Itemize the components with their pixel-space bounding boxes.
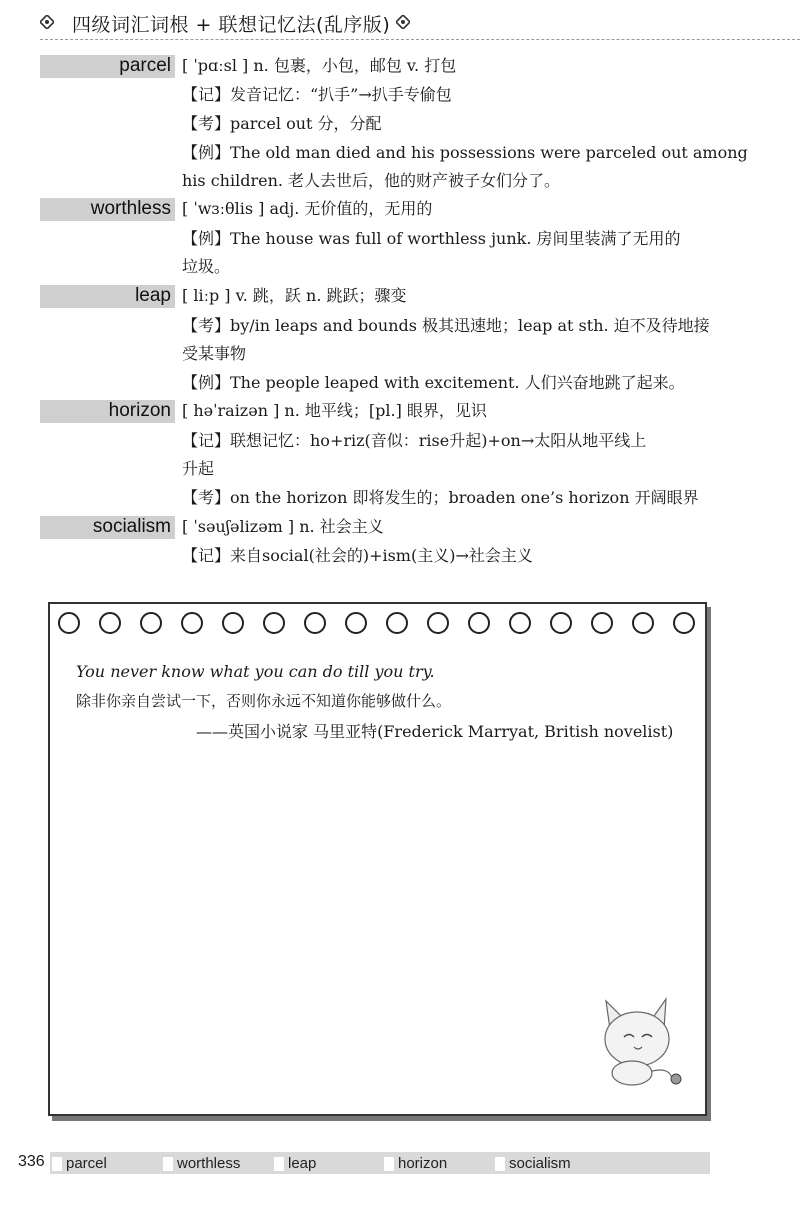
quote-chinese: 除非你亲自尝试一下，否则你永远不知道你能够做什么。	[76, 692, 452, 710]
entry-line: his children. 老人去世后，他的财产被子女们分了。	[182, 171, 561, 190]
entry-line: [ ˈpɑːsl ] n. 包裹，小包，邮包 v. 打包	[182, 56, 457, 75]
ring-icon	[304, 612, 326, 634]
ring-icon	[58, 612, 80, 634]
ring-icon	[345, 612, 367, 634]
ring-icon	[468, 612, 490, 634]
footer-word: leap	[288, 1155, 317, 1172]
headword-bar	[40, 55, 175, 78]
headword-bar	[40, 198, 175, 221]
index-marker	[163, 1157, 173, 1171]
headword-bar	[40, 400, 175, 423]
index-marker	[495, 1157, 505, 1171]
ring-icon	[509, 612, 531, 634]
ring-icon	[99, 612, 121, 634]
entry-line: 升起	[182, 459, 215, 478]
entry-line: 【考】on the horizon 即将发生的；broaden one’s horizon 开阔眼界	[182, 488, 699, 507]
entry-line: [ liːp ] v. 跳，跃 n. 跳跃；骤变	[182, 286, 407, 305]
ring-icon	[181, 612, 203, 634]
ring-icon	[140, 612, 162, 634]
index-marker	[52, 1157, 62, 1171]
entry-line: 【记】来自social(社会的)+ism(主义)→社会主义	[182, 546, 533, 565]
entry-line: [ həˈraizən ] n. 地平线；[pl.] 眼界，见识	[182, 401, 487, 420]
header-divider	[40, 39, 800, 40]
entry-line: 【记】联想记忆：ho+riz(音似：rise升起)+on→太阳从地平线上	[182, 431, 647, 450]
footer-word: worthless	[177, 1155, 241, 1172]
entry-line: 【记】发音记忆：“扒手”→扒手专偷包	[182, 85, 452, 104]
page-footer	[0, 1150, 800, 1176]
page-header	[40, 10, 800, 40]
footer-word: socialism	[509, 1155, 571, 1172]
index-marker	[274, 1157, 284, 1171]
entry-line: 【考】by/in leaps and bounds 极其迅速地；leap at sth. 迫不及待地接	[182, 316, 710, 335]
cat-illustration-icon	[580, 989, 690, 1089]
ring-icon	[673, 612, 695, 634]
ring-icon	[427, 612, 449, 634]
quote-notebook	[48, 602, 707, 1116]
binding-rings	[58, 612, 698, 636]
entry-line: 【例】The old man died and his possessions were parceled out among	[182, 143, 748, 162]
headword: socialism	[92, 516, 171, 537]
headword: leap	[135, 285, 171, 306]
headword: parcel	[119, 55, 171, 76]
ring-icon	[263, 612, 285, 634]
ring-icon	[386, 612, 408, 634]
headword-bar	[40, 285, 175, 308]
footer-word: parcel	[66, 1155, 107, 1172]
diamond-ornament-icon	[40, 15, 54, 29]
page-number: 336	[18, 1153, 45, 1170]
ring-icon	[222, 612, 244, 634]
entry-line: 【例】The house was full of worthless junk. 房间里装满了无用的	[182, 229, 681, 248]
footer-index-bar	[50, 1152, 710, 1174]
index-marker	[384, 1157, 394, 1171]
entry-line: 【考】parcel out 分，分配	[182, 114, 382, 133]
ring-icon	[632, 612, 654, 634]
entry-line: 【例】The people leaped with excitement. 人们兴奋地跳了起来。	[182, 373, 685, 392]
diamond-ornament-icon	[396, 15, 410, 29]
footer-word: horizon	[398, 1155, 448, 1172]
ring-icon	[550, 612, 572, 634]
entry-line: 垃圾。	[182, 257, 231, 276]
header-title: 四级词汇词根 + 联想记忆法(乱序版)	[72, 14, 391, 36]
entry-line: [ ˈwɜːθlis ] adj. 无价值的，无用的	[182, 199, 433, 218]
quote-author: ——英国小说家 马里亚特(Frederick Marryat, British novelist)	[196, 722, 674, 741]
entry-line: 受某事物	[182, 344, 247, 363]
ring-icon	[591, 612, 613, 634]
headword-bar	[40, 516, 175, 539]
entry-line: [ ˈsəuʃəlizəm ] n. 社会主义	[182, 517, 384, 536]
headword: worthless	[90, 198, 171, 219]
quote-english: You never know what you can do till you try.	[76, 662, 435, 681]
headword: horizon	[108, 400, 171, 421]
